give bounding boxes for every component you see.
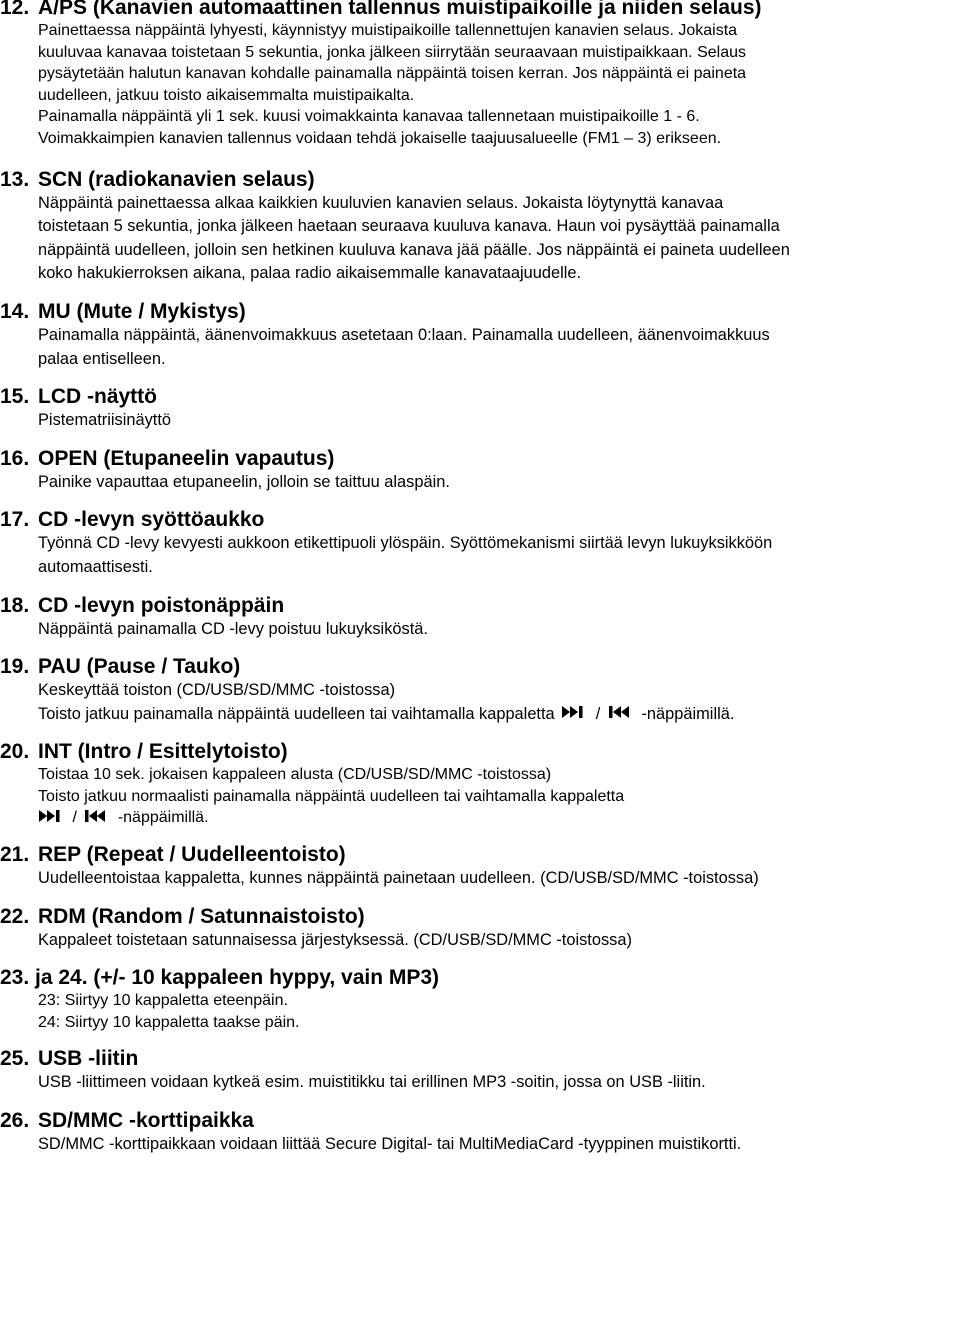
section-title: REP (Repeat / Uudelleentoisto) [38, 843, 346, 867]
section-14 [0, 300, 960, 371]
body-text: -näppäimillä. [117, 809, 209, 827]
section-body [38, 1071, 960, 1095]
section-body [38, 471, 960, 495]
section-heading [0, 385, 960, 409]
section-13 [0, 168, 960, 286]
section-18 [0, 594, 960, 642]
section-number: 21. [0, 843, 30, 867]
section-title: MU (Mute / Mykistys) [38, 299, 246, 323]
body-line: toistetaan 5 sekuntia, jonka jälkeen haetaan seuraava kuuluva kanava. Haun voi pysäyttää painamalla [38, 217, 780, 236]
body-line [38, 703, 960, 727]
section-heading [0, 966, 960, 990]
section-body [38, 867, 960, 891]
section-number: 12. [0, 0, 30, 19]
section-heading [0, 168, 960, 192]
section-body [38, 679, 960, 726]
body-line: Toistaa 10 sek. jokaisen kappaleen alusta (CD/USB/SD/MMC -toistossa) [38, 766, 552, 784]
section-title: RDM (Random / Satunnaistoisto) [38, 904, 365, 928]
section-heading [0, 508, 960, 532]
body-line: 23: Siirtyy 10 kappaletta eteenpäin. [38, 992, 288, 1010]
section-number: 14. [0, 299, 30, 323]
section-title: A/PS (Kanavien automaattinen tallennus muistipaikoille ja niiden selaus) [38, 0, 762, 19]
section-22 [0, 905, 960, 953]
section-title: USB -liitin [38, 1047, 139, 1071]
section-body [38, 1133, 960, 1157]
section-23-24 [0, 966, 960, 1033]
body-line: kuuluvaa kanavaa toistetaan 5 sekuntia, jonka jälkeen siirrytään seuraavaan muistipaikkaan. Selaus [38, 43, 746, 61]
body-line: Painamalla näppäintä, äänenvoimakkuus asetetaan 0:laan. Painamalla uudelleen, äänenvoimakkuus [38, 325, 770, 344]
section-number: 19. [0, 655, 30, 679]
section-19 [0, 655, 960, 726]
body-line: Näppäintä painamalla CD -levy poistuu lukuyksiköstä. [38, 619, 428, 638]
section-body [38, 532, 960, 579]
section-heading [0, 740, 960, 764]
section-body [38, 618, 960, 642]
body-text: -näppäimillä. [641, 704, 735, 723]
body-line: uudelleen, jatkuu toisto aikaisemmalta muistipaikalta. [38, 86, 415, 104]
section-body [38, 990, 960, 1033]
body-line: Toisto jatkuu normaalisti painamalla näppäintä uudelleen tai vaihtamalla kappaletta [38, 787, 625, 805]
section-heading [0, 0, 960, 20]
next-track-icon [38, 809, 66, 823]
body-line: Uudelleentoistaa kappaletta, kunnes näppäintä painetaan uudelleen. (CD/USB/SD/MMC -toistossa) [38, 869, 759, 888]
section-number: 22. [0, 904, 30, 928]
section-title: CD -levyn syöttöaukko [38, 508, 265, 532]
section-heading [0, 300, 960, 324]
body-line: Painike vapauttaa etupaneelin, jolloin se taittuu alaspäin. [38, 472, 450, 491]
slash-separator: / [595, 704, 601, 723]
body-line: Näppäintä painettaessa alkaa kaikkien kuuluvien kanavien selaus. Jokaista löytynyttä kanavaa [38, 193, 724, 212]
section-15 [0, 385, 960, 433]
section-number: 26. [0, 1109, 30, 1133]
body-line: näppäintä uudelleen, jolloin sen hetkinen kuuluva kanava jää päälle. Jos näppäintä ei paineta uudelleen [38, 240, 790, 259]
body-line: Työnnä CD -levy kevyesti aukkoon etikettipuoli ylöspäin. Syöttömekanismi siirtää levyn lukuyksikköön [38, 534, 773, 553]
body-line: SD/MMC -korttipaikkaan voidaan liittää Secure Digital- tai MultiMediaCard -tyyppinen muistikortti. [38, 1135, 742, 1154]
section-title: SCN (radiokanavien selaus) [38, 167, 315, 191]
section-heading [0, 594, 960, 618]
body-line: Painamalla näppäintä yli 1 sek. kuusi voimakkainta kanavaa tallennetaan muistipaikoille 1 - 6. [38, 108, 700, 126]
section-12 [0, 0, 960, 150]
previous-track-icon [607, 705, 635, 719]
section-title: PAU (Pause / Tauko) [38, 655, 241, 679]
section-body [38, 192, 960, 286]
section-body [38, 324, 960, 371]
section-heading [0, 1047, 960, 1071]
previous-track-icon [83, 809, 111, 823]
section-25 [0, 1047, 960, 1095]
section-16 [0, 447, 960, 495]
section-heading [0, 1109, 960, 1133]
section-number: 13. [0, 167, 30, 191]
section-body [38, 929, 960, 953]
section-body [38, 764, 960, 829]
body-line: Painettaessa näppäintä lyhyesti, käynnistyy muistipaikoille tallennettujen kanavien selaus. Jokaista [38, 22, 738, 39]
section-number: 18. [0, 593, 30, 617]
section-heading [0, 843, 960, 867]
next-track-icon [561, 705, 589, 719]
section-title: CD -levyn poistonäppäin [38, 593, 285, 617]
section-number: 25. [0, 1047, 30, 1071]
section-title: 23. ja 24. (+/- 10 kappaleen hyppy, vain MP3) [0, 966, 440, 990]
section-body [38, 409, 960, 433]
section-title: INT (Intro / Esittelytoisto) [38, 740, 288, 764]
body-line: pysäytetään halutun kanavan kohdalle painamalla näppäintä toisen kerran. Jos näppäintä ei paineta [38, 65, 747, 83]
section-heading [0, 905, 960, 929]
section-number: 15. [0, 385, 30, 409]
body-line: Keskeyttää toiston (CD/USB/SD/MMC -toistossa) [38, 681, 396, 700]
section-20 [0, 740, 960, 829]
body-line: USB -liittimeen voidaan kytkeä esim. muistitikku tai erillinen MP3 -soitin, jossa on USB -liitin. [38, 1073, 706, 1092]
section-title: LCD -näyttö [38, 385, 157, 409]
section-title: SD/MMC -korttipaikka [38, 1109, 254, 1133]
body-line: Pistematriisinäyttö [38, 411, 171, 430]
section-number: 16. [0, 446, 30, 470]
section-body [38, 20, 960, 150]
body-line [38, 807, 960, 829]
section-26 [0, 1109, 960, 1157]
section-21 [0, 843, 960, 891]
section-heading [0, 447, 960, 471]
section-heading [0, 655, 960, 679]
section-number: 20. [0, 740, 30, 764]
body-line: palaa entiselleen. [38, 349, 166, 368]
body-line: automaattisesti. [38, 557, 153, 576]
body-text: Toisto jatkuu painamalla näppäintä uudelleen tai vaihtamalla kappaletta [38, 704, 555, 723]
body-line: koko hakukierroksen aikana, palaa radio aikaisemmalle kanavataajuudelle. [38, 264, 582, 283]
section-number: 17. [0, 508, 30, 532]
body-line: 24: Siirtyy 10 kappaletta taakse päin. [38, 1013, 300, 1031]
section-17 [0, 508, 960, 579]
slash-separator: / [72, 809, 77, 827]
body-line: Kappaleet toistetaan satunnaisessa järjestyksessä. (CD/USB/SD/MMC -toistossa) [38, 930, 632, 949]
section-title: OPEN (Etupaneelin vapautus) [38, 446, 335, 470]
body-line: Voimakkaimpien kanavien tallennus voidaan tehdä jokaiselle taajuusalueelle (FM1 – 3) erikseen. [38, 129, 722, 147]
